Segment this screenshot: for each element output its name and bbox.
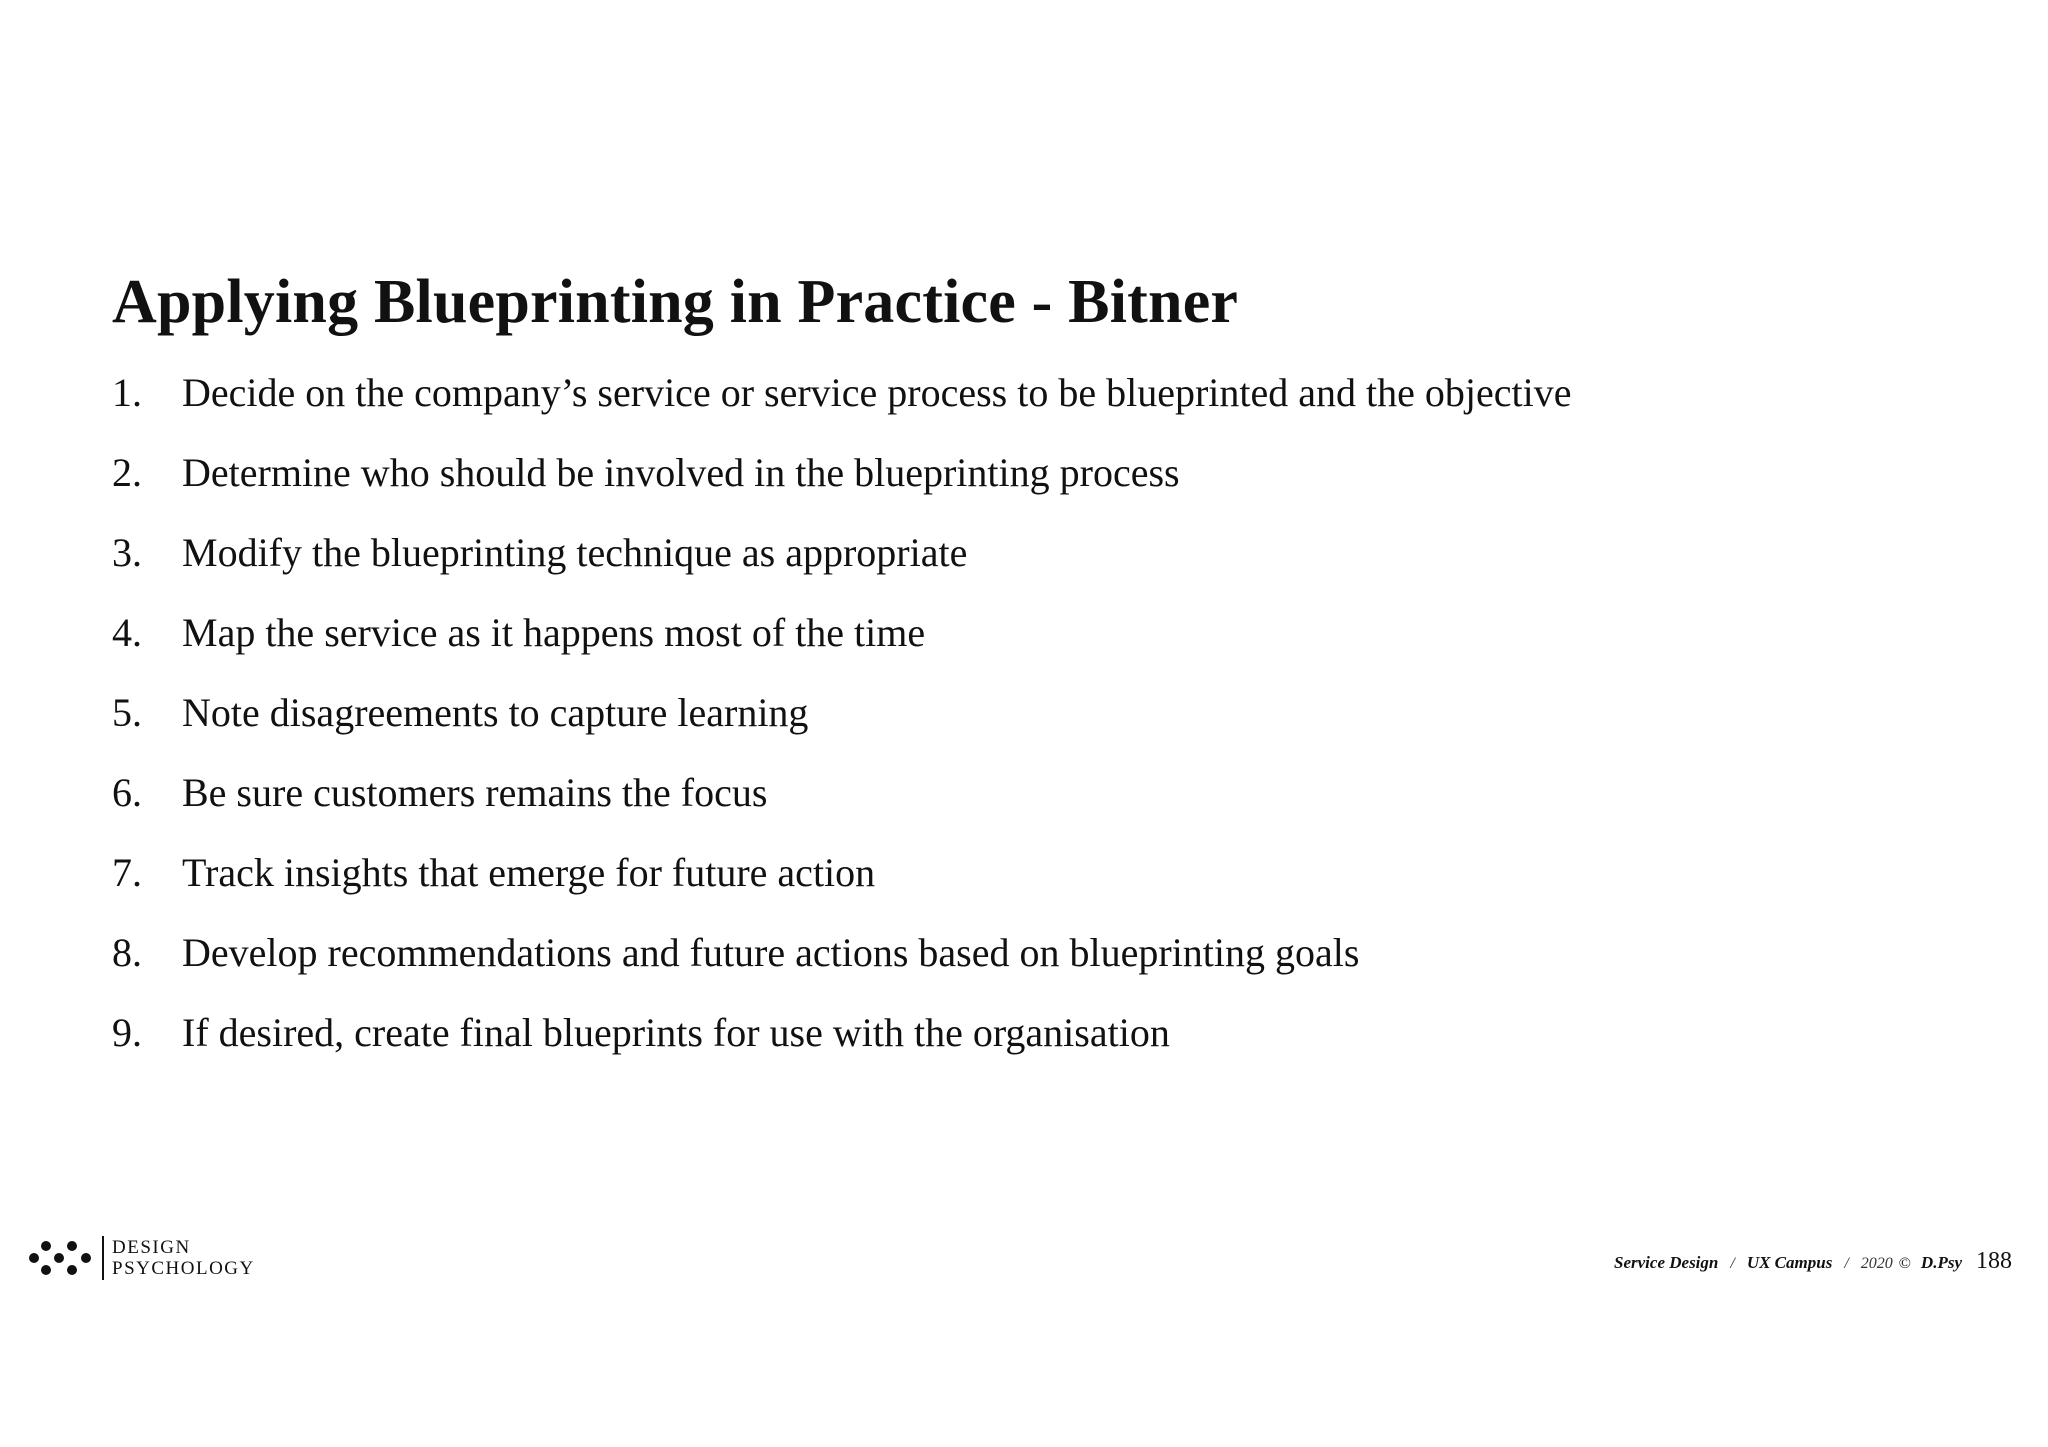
footer-separator: / xyxy=(1730,1255,1735,1272)
list-item xyxy=(112,763,1572,843)
list-item xyxy=(112,923,1572,1003)
list-item-text: Determine who should be involved in the blueprinting process xyxy=(182,450,1180,495)
list-item xyxy=(112,843,1572,923)
steps-list xyxy=(112,363,1572,1083)
list-item-number: 2. xyxy=(112,450,142,495)
logo-line-psychology: PSYCHOLOGY xyxy=(112,1258,255,1279)
list-item-text: If desired, create final blueprints for use with the organisation xyxy=(182,1010,1170,1055)
list-item xyxy=(112,1003,1572,1083)
list-item-text: Modify the blueprinting technique as appropriate xyxy=(182,530,968,575)
page-number: 188 xyxy=(1976,1248,2012,1274)
list-item-text: Note disagreements to capture learning xyxy=(182,690,809,735)
footer-year: 2020 xyxy=(1860,1255,1893,1272)
list-item-number: 8. xyxy=(112,930,142,975)
logo-line-design: DESIGN xyxy=(112,1237,191,1258)
list-item xyxy=(112,363,1572,443)
list-item xyxy=(112,683,1572,763)
list-item xyxy=(112,523,1572,603)
footer-separator: / xyxy=(1844,1255,1849,1272)
footer-campus: UX Campus xyxy=(1746,1253,1833,1272)
list-item-number: 6. xyxy=(112,770,142,815)
slide-footer xyxy=(1614,1248,2012,1275)
list-item-text: Develop recommendations and future actions based on blueprinting goals xyxy=(182,930,1360,975)
list-item xyxy=(112,443,1572,523)
list-item-number: 1. xyxy=(112,370,142,415)
list-item-text: Map the service as it happens most of the time xyxy=(182,610,926,655)
footer-author: D.Psy xyxy=(1920,1253,1962,1272)
list-item-text: Be sure customers remains the focus xyxy=(182,770,768,815)
logo-divider xyxy=(102,1236,104,1280)
list-item xyxy=(112,603,1572,683)
dots-logo-icon xyxy=(28,1236,94,1280)
copyright-symbol: © xyxy=(1898,1255,1911,1272)
logo-wordmark xyxy=(112,1237,255,1279)
list-item-text: Decide on the company’s service or service process to be blueprinted and the objective xyxy=(182,370,1572,415)
design-psychology-logo xyxy=(28,1236,255,1280)
list-item-number: 9. xyxy=(112,1010,142,1055)
list-item-number: 3. xyxy=(112,530,142,575)
list-item-number: 4. xyxy=(112,610,142,655)
footer-course: Service Design xyxy=(1614,1253,1719,1272)
slide-title: Applying Blueprinting in Practice - Bitner xyxy=(112,268,1239,336)
list-item-number: 7. xyxy=(112,850,142,895)
list-item-text: Track insights that emerge for future action xyxy=(182,850,876,895)
list-item-number: 5. xyxy=(112,690,142,735)
